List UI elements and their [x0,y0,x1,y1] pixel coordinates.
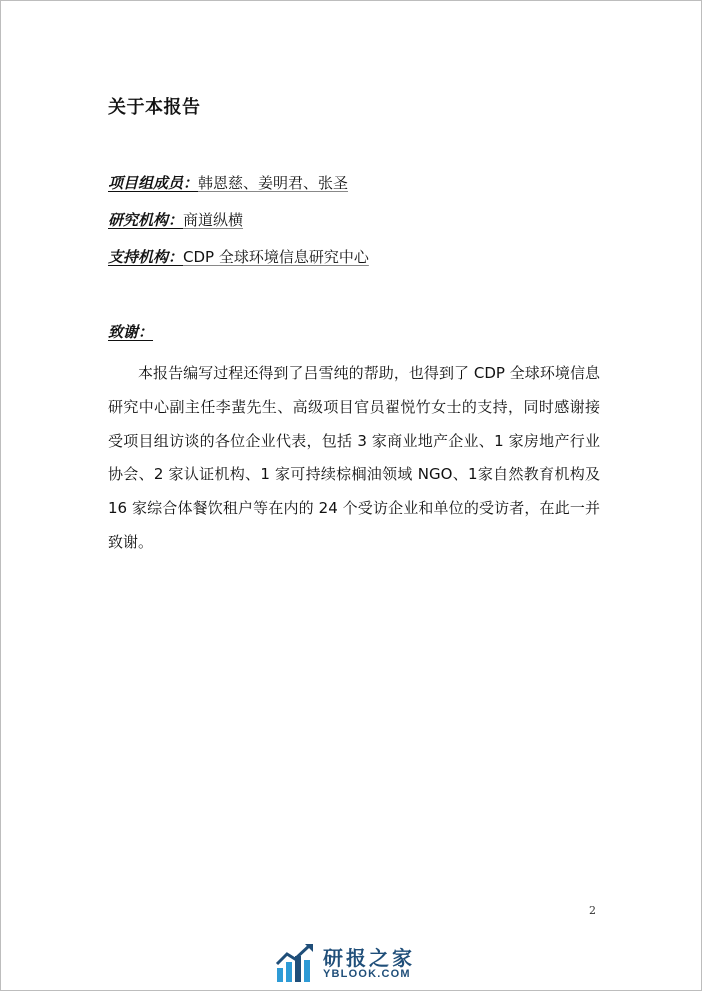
research-institution-line [108,209,243,231]
acknowledgement-label: 致谢： [108,323,154,341]
watermark-url: YBLOOK.COM [323,968,411,980]
acknowledgement-body: 本报告编写过程还得到了吕雪纯的帮助，也得到了 CDP 全球环境信息研究中心副主任李蜚先生、高级项目官员翟悦竹女士的支持，同时感谢接受项目组访谈的各位企业代表，包括 3 家商业地产企业、1 家房地产行业协会、2 家认证机构、1 家可持续棕榈油领域 NGO、1家自然教育机构及 16 家综合体餐饮租户等在内的 24 个受访企业和单位的受访者，在此一并致谢。 [108,364,600,551]
research-institution-label: 研究机构： [108,211,184,229]
bar-chart-arrow-icon [275,942,315,984]
project-members-value: 韩恩慈、姜明君、张圣 [198,174,349,192]
support-institution-label: 支持机构： [108,248,184,266]
project-members-label: 项目组成员： [108,174,199,192]
watermark-name: 研报之家 [323,946,415,970]
support-institution-line [108,246,369,268]
page-number: 2 [589,904,596,917]
yblook-watermark [275,942,435,984]
project-members-line [108,172,348,194]
research-institution-value: 商道纵横 [183,211,244,229]
page-title: 关于本报告 [108,97,201,118]
support-institution-value: CDP 全球环境信息研究中心 [183,248,369,266]
